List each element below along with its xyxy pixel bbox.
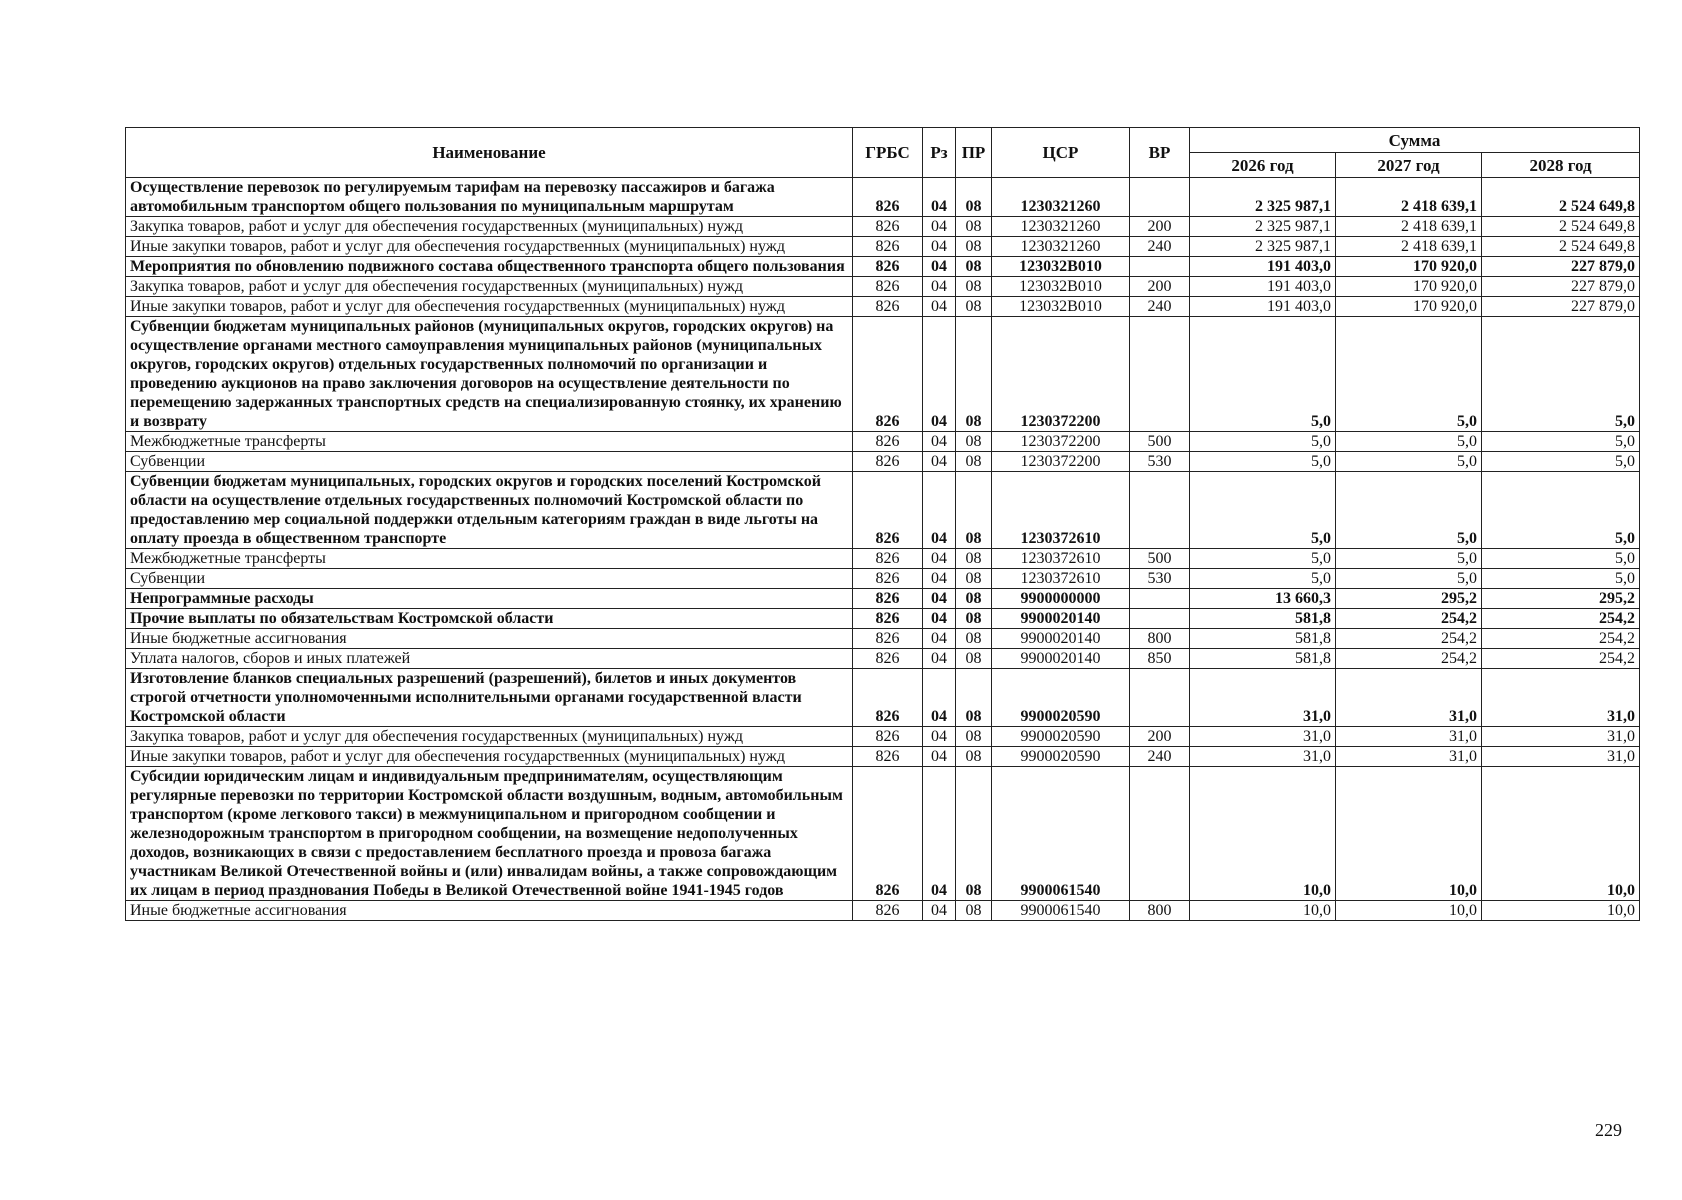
cell-2026: 5,0 — [1190, 472, 1336, 549]
budget-table — [125, 127, 1640, 921]
table-row — [126, 257, 1640, 277]
table-row — [126, 317, 1640, 432]
cell-2026: 31,0 — [1190, 669, 1336, 727]
cell-pr: 08 — [956, 432, 992, 452]
cell-rz: 04 — [923, 727, 956, 747]
cell-2028: 295,2 — [1482, 589, 1640, 609]
cell-name: Закупка товаров, работ и услуг для обеспечения государственных (муниципальных) нужд — [126, 727, 853, 747]
cell-rz: 04 — [923, 452, 956, 472]
cell-csr: 1230321260 — [992, 178, 1130, 217]
cell-2027: 31,0 — [1336, 727, 1482, 747]
cell-name: Закупка товаров, работ и услуг для обеспечения государственных (муниципальных) нужд — [126, 277, 853, 297]
cell-rz: 04 — [923, 767, 956, 901]
table-row — [126, 237, 1640, 257]
cell-vr: 500 — [1130, 549, 1190, 569]
cell-2028: 2 524 649,8 — [1482, 178, 1640, 217]
cell-2027: 254,2 — [1336, 629, 1482, 649]
cell-pr: 08 — [956, 901, 992, 921]
table-row — [126, 452, 1640, 472]
cell-pr: 08 — [956, 589, 992, 609]
cell-grbs: 826 — [853, 901, 923, 921]
cell-grbs: 826 — [853, 669, 923, 727]
cell-name: Субвенции — [126, 452, 853, 472]
cell-name: Изготовление бланков специальных разрешений (разрешений), билетов и иных документов строгой отчетности уполномоченными исполнительными органами государственной власти Костромской области — [126, 669, 853, 727]
cell-rz: 04 — [923, 297, 956, 317]
cell-2026: 5,0 — [1190, 549, 1336, 569]
cell-2026: 5,0 — [1190, 432, 1336, 452]
cell-2028: 31,0 — [1482, 727, 1640, 747]
cell-2028: 254,2 — [1482, 629, 1640, 649]
cell-name: Закупка товаров, работ и услуг для обеспечения государственных (муниципальных) нужд — [126, 217, 853, 237]
cell-2026: 31,0 — [1190, 727, 1336, 747]
cell-pr: 08 — [956, 747, 992, 767]
cell-grbs: 826 — [853, 452, 923, 472]
cell-pr: 08 — [956, 237, 992, 257]
table-row — [126, 747, 1640, 767]
cell-2028: 254,2 — [1482, 609, 1640, 629]
cell-name: Субвенции бюджетам муниципальных районов (муниципальных округов, городских округов) на осуществление органами местного самоуправления муниципальных районов (муниципальных округов, городских округов) отдельных государственных полномочий по организации и проведению аукционов на право заключения договоров на осуществление деятельности по перемещению задержанных транспортных средств на специализированную стоянку, их хранению и возврату — [126, 317, 853, 432]
header-year-2026: 2026 год — [1190, 153, 1336, 178]
table-row — [126, 589, 1640, 609]
cell-2026: 2 325 987,1 — [1190, 178, 1336, 217]
cell-grbs: 826 — [853, 629, 923, 649]
cell-grbs: 826 — [853, 432, 923, 452]
cell-pr: 08 — [956, 297, 992, 317]
cell-name: Субвенции бюджетам муниципальных, городских округов и городских поселений Костромской области на осуществление отдельных государственных полномочий Костромской области по предоставлению мер социальной поддержки отдельным категориям граждан в виде льготы на оплату проезда в общественном транспорте — [126, 472, 853, 549]
cell-vr — [1130, 589, 1190, 609]
cell-pr: 08 — [956, 669, 992, 727]
cell-csr: 9900000000 — [992, 589, 1130, 609]
cell-grbs: 826 — [853, 257, 923, 277]
cell-vr: 240 — [1130, 297, 1190, 317]
cell-2027: 254,2 — [1336, 649, 1482, 669]
header-name: Наименование — [126, 128, 853, 178]
cell-csr: 123032B010 — [992, 277, 1130, 297]
cell-2028: 5,0 — [1482, 432, 1640, 452]
header-sum: Сумма — [1190, 128, 1640, 153]
header-csr: ЦСР — [992, 128, 1130, 178]
cell-csr: 1230321260 — [992, 217, 1130, 237]
cell-grbs: 826 — [853, 589, 923, 609]
cell-rz: 04 — [923, 432, 956, 452]
table-row — [126, 609, 1640, 629]
cell-2027: 31,0 — [1336, 669, 1482, 727]
cell-name: Иные закупки товаров, работ и услуг для обеспечения государственных (муниципальных) нужд — [126, 237, 853, 257]
cell-grbs: 826 — [853, 727, 923, 747]
cell-rz: 04 — [923, 629, 956, 649]
cell-csr: 123032B010 — [992, 297, 1130, 317]
cell-name: Прочие выплаты по обязательствам Костромской области — [126, 609, 853, 629]
cell-vr: 200 — [1130, 217, 1190, 237]
table-row — [126, 217, 1640, 237]
cell-2026: 13 660,3 — [1190, 589, 1336, 609]
table-row — [126, 472, 1640, 549]
cell-name: Иные бюджетные ассигнования — [126, 901, 853, 921]
cell-grbs: 826 — [853, 277, 923, 297]
cell-vr — [1130, 609, 1190, 629]
cell-csr: 1230372200 — [992, 452, 1130, 472]
table-header — [126, 128, 1640, 178]
cell-2028: 31,0 — [1482, 747, 1640, 767]
header-pr: ПР — [956, 128, 992, 178]
table-row — [126, 767, 1640, 901]
header-year-2028: 2028 год — [1482, 153, 1640, 178]
cell-2026: 191 403,0 — [1190, 297, 1336, 317]
table-row — [126, 669, 1640, 727]
cell-2026: 581,8 — [1190, 609, 1336, 629]
cell-pr: 08 — [956, 649, 992, 669]
cell-vr: 850 — [1130, 649, 1190, 669]
cell-2027: 170 920,0 — [1336, 277, 1482, 297]
cell-rz: 04 — [923, 237, 956, 257]
cell-csr: 9900020140 — [992, 609, 1130, 629]
cell-vr: 800 — [1130, 901, 1190, 921]
header-year-2027: 2027 год — [1336, 153, 1482, 178]
cell-grbs: 826 — [853, 649, 923, 669]
cell-rz: 04 — [923, 589, 956, 609]
cell-2027: 5,0 — [1336, 317, 1482, 432]
cell-grbs: 826 — [853, 747, 923, 767]
cell-rz: 04 — [923, 472, 956, 549]
cell-csr: 9900061540 — [992, 767, 1130, 901]
cell-2028: 10,0 — [1482, 901, 1640, 921]
cell-rz: 04 — [923, 257, 956, 277]
cell-2026: 5,0 — [1190, 569, 1336, 589]
cell-name: Иные бюджетные ассигнования — [126, 629, 853, 649]
cell-pr: 08 — [956, 317, 992, 432]
cell-grbs: 826 — [853, 569, 923, 589]
cell-vr: 240 — [1130, 747, 1190, 767]
cell-2028: 227 879,0 — [1482, 277, 1640, 297]
cell-2026: 10,0 — [1190, 767, 1336, 901]
cell-pr: 08 — [956, 178, 992, 217]
cell-2028: 2 524 649,8 — [1482, 217, 1640, 237]
cell-2027: 5,0 — [1336, 432, 1482, 452]
table-row — [126, 727, 1640, 747]
cell-2028: 227 879,0 — [1482, 297, 1640, 317]
cell-2026: 191 403,0 — [1190, 277, 1336, 297]
cell-2028: 31,0 — [1482, 669, 1640, 727]
cell-name: Мероприятия по обновлению подвижного состава общественного транспорта общего пользования — [126, 257, 853, 277]
cell-2028: 5,0 — [1482, 549, 1640, 569]
cell-vr: 200 — [1130, 277, 1190, 297]
cell-vr: 240 — [1130, 237, 1190, 257]
cell-csr: 9900020590 — [992, 727, 1130, 747]
cell-rz: 04 — [923, 669, 956, 727]
cell-2027: 2 418 639,1 — [1336, 237, 1482, 257]
cell-2027: 170 920,0 — [1336, 297, 1482, 317]
cell-2026: 10,0 — [1190, 901, 1336, 921]
cell-csr: 1230372610 — [992, 569, 1130, 589]
cell-vr — [1130, 669, 1190, 727]
table-row — [126, 649, 1640, 669]
cell-2027: 31,0 — [1336, 747, 1482, 767]
cell-pr: 08 — [956, 257, 992, 277]
cell-2026: 5,0 — [1190, 317, 1336, 432]
cell-csr: 123032B010 — [992, 257, 1130, 277]
cell-pr: 08 — [956, 277, 992, 297]
cell-rz: 04 — [923, 217, 956, 237]
cell-vr: 530 — [1130, 452, 1190, 472]
cell-csr: 1230372200 — [992, 317, 1130, 432]
cell-name: Межбюджетные трансферты — [126, 432, 853, 452]
cell-pr: 08 — [956, 549, 992, 569]
cell-csr: 1230372610 — [992, 549, 1130, 569]
cell-2026: 2 325 987,1 — [1190, 217, 1336, 237]
header-grbs: ГРБС — [853, 128, 923, 178]
table-row — [126, 277, 1640, 297]
cell-rz: 04 — [923, 609, 956, 629]
cell-name: Уплата налогов, сборов и иных платежей — [126, 649, 853, 669]
table-row — [126, 297, 1640, 317]
cell-grbs: 826 — [853, 217, 923, 237]
cell-csr: 9900061540 — [992, 901, 1130, 921]
cell-rz: 04 — [923, 317, 956, 432]
cell-name: Осуществление перевозок по регулируемым тарифам на перевозку пассажиров и багажа автомобильным транспортом общего пользования по муниципальным маршрутам — [126, 178, 853, 217]
table-row — [126, 569, 1640, 589]
cell-grbs: 826 — [853, 767, 923, 901]
cell-pr: 08 — [956, 767, 992, 901]
cell-pr: 08 — [956, 472, 992, 549]
table-row — [126, 901, 1640, 921]
cell-2028: 2 524 649,8 — [1482, 237, 1640, 257]
cell-2028: 227 879,0 — [1482, 257, 1640, 277]
cell-pr: 08 — [956, 727, 992, 747]
cell-name: Иные закупки товаров, работ и услуг для обеспечения государственных (муниципальных) нужд — [126, 297, 853, 317]
cell-rz: 04 — [923, 901, 956, 921]
cell-2027: 254,2 — [1336, 609, 1482, 629]
cell-2027: 5,0 — [1336, 569, 1482, 589]
cell-vr — [1130, 472, 1190, 549]
cell-vr — [1130, 178, 1190, 217]
cell-pr: 08 — [956, 609, 992, 629]
cell-grbs: 826 — [853, 472, 923, 549]
header-vr: ВР — [1130, 128, 1190, 178]
cell-csr: 1230372200 — [992, 432, 1130, 452]
cell-vr: 800 — [1130, 629, 1190, 649]
cell-grbs: 826 — [853, 549, 923, 569]
table-body — [126, 178, 1640, 921]
cell-2026: 191 403,0 — [1190, 257, 1336, 277]
cell-vr — [1130, 257, 1190, 277]
cell-name: Межбюджетные трансферты — [126, 549, 853, 569]
cell-rz: 04 — [923, 569, 956, 589]
cell-2027: 10,0 — [1336, 767, 1482, 901]
cell-pr: 08 — [956, 569, 992, 589]
cell-csr: 9900020140 — [992, 649, 1130, 669]
cell-vr — [1130, 317, 1190, 432]
cell-csr: 9900020590 — [992, 747, 1130, 767]
cell-rz: 04 — [923, 747, 956, 767]
cell-2028: 5,0 — [1482, 569, 1640, 589]
cell-csr: 9900020590 — [992, 669, 1130, 727]
cell-grbs: 826 — [853, 317, 923, 432]
cell-2027: 2 418 639,1 — [1336, 217, 1482, 237]
cell-csr: 9900020140 — [992, 629, 1130, 649]
header-rz: Рз — [923, 128, 956, 178]
cell-rz: 04 — [923, 277, 956, 297]
page-number: 229 — [1595, 1120, 1622, 1140]
cell-name: Непрограммные расходы — [126, 589, 853, 609]
cell-2027: 2 418 639,1 — [1336, 178, 1482, 217]
cell-grbs: 826 — [853, 609, 923, 629]
cell-2026: 5,0 — [1190, 452, 1336, 472]
cell-2027: 295,2 — [1336, 589, 1482, 609]
cell-grbs: 826 — [853, 178, 923, 217]
cell-2027: 5,0 — [1336, 452, 1482, 472]
cell-pr: 08 — [956, 629, 992, 649]
cell-name: Субвенции — [126, 569, 853, 589]
cell-2027: 170 920,0 — [1336, 257, 1482, 277]
cell-2027: 5,0 — [1336, 549, 1482, 569]
table-row — [126, 432, 1640, 452]
cell-rz: 04 — [923, 549, 956, 569]
cell-2026: 581,8 — [1190, 629, 1336, 649]
cell-name: Иные закупки товаров, работ и услуг для обеспечения государственных (муниципальных) нужд — [126, 747, 853, 767]
cell-pr: 08 — [956, 452, 992, 472]
cell-2028: 5,0 — [1482, 317, 1640, 432]
cell-2026: 2 325 987,1 — [1190, 237, 1336, 257]
cell-vr: 200 — [1130, 727, 1190, 747]
cell-2028: 5,0 — [1482, 452, 1640, 472]
table-row — [126, 629, 1640, 649]
cell-rz: 04 — [923, 649, 956, 669]
table-row — [126, 178, 1640, 217]
cell-vr: 530 — [1130, 569, 1190, 589]
cell-2027: 10,0 — [1336, 901, 1482, 921]
cell-rz: 04 — [923, 178, 956, 217]
cell-2026: 581,8 — [1190, 649, 1336, 669]
cell-name: Субсидии юридическим лицам и индивидуальным предпринимателям, осуществляющим регулярные перевозки по территории Костромской области воздушным, водным, автомобильным транспортом (кроме легкового такси) в межмуниципальном и пригородном сообщении и железнодорожным транспортом в пригородном сообщении, на возмещение недополученных доходов, возникающих в связи с предоставлением бесплатного проезда и провоза багажа участникам Великой Отечественной войны и (или) инвалидам войны, а также сопровождающим их лицам в период празднования Победы в Великой Отечественной войне 1941-1945 годов — [126, 767, 853, 901]
cell-grbs: 826 — [853, 297, 923, 317]
cell-grbs: 826 — [853, 237, 923, 257]
cell-vr: 500 — [1130, 432, 1190, 452]
cell-2026: 31,0 — [1190, 747, 1336, 767]
cell-vr — [1130, 767, 1190, 901]
cell-csr: 1230372610 — [992, 472, 1130, 549]
cell-2028: 254,2 — [1482, 649, 1640, 669]
cell-2028: 5,0 — [1482, 472, 1640, 549]
cell-csr: 1230321260 — [992, 237, 1130, 257]
table-row — [126, 549, 1640, 569]
cell-pr: 08 — [956, 217, 992, 237]
cell-2027: 5,0 — [1336, 472, 1482, 549]
cell-2028: 10,0 — [1482, 767, 1640, 901]
